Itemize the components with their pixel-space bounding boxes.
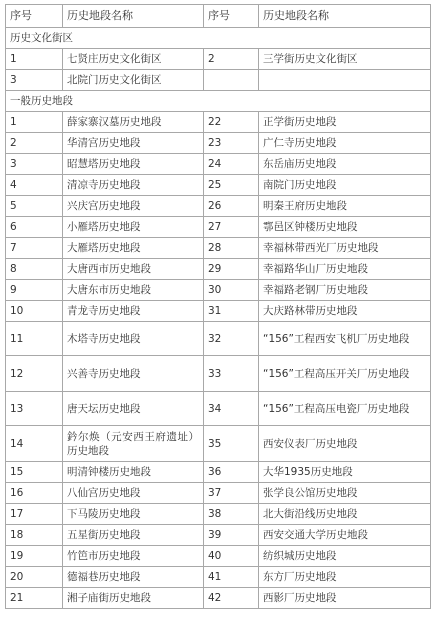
- row-index-right: 35: [204, 426, 259, 462]
- row-index-right: 23: [204, 133, 259, 154]
- header-name-left: 历史地段名称: [63, 5, 204, 28]
- row-name-right: 张学良公馆历史地段: [259, 483, 431, 504]
- row-name-right: 东方厂历史地段: [259, 567, 431, 588]
- row-name-right: 明秦王府历史地段: [259, 196, 431, 217]
- table-row: [6, 259, 431, 280]
- row-name-left: 薛家寨汉墓历史地段: [63, 112, 204, 133]
- row-index-left: 12: [6, 356, 63, 392]
- table-row: [6, 196, 431, 217]
- row-index-left: 13: [6, 392, 63, 426]
- row-index-right: [204, 70, 259, 91]
- row-index-right: 30: [204, 280, 259, 301]
- table-row: [6, 154, 431, 175]
- row-name-left: 清凉寺历史地段: [63, 175, 204, 196]
- row-name-left: 八仙宫历史地段: [63, 483, 204, 504]
- table-row: [6, 238, 431, 259]
- row-name-left: 北院门历史文化街区: [63, 70, 204, 91]
- row-name-right: “156”工程西安飞机厂历史地段: [259, 322, 431, 356]
- row-index-right: 38: [204, 504, 259, 525]
- row-index-left: 19: [6, 546, 63, 567]
- row-name-right: 幸福路华山厂历史地段: [259, 259, 431, 280]
- row-index-left: 20: [6, 567, 63, 588]
- row-name-left: 华清宫历史地段: [63, 133, 204, 154]
- row-name-right: 东岳庙历史地段: [259, 154, 431, 175]
- section-title: 历史文化街区: [6, 28, 431, 49]
- row-index-left: 17: [6, 504, 63, 525]
- header-index-left: 序号: [6, 5, 63, 28]
- row-name-right: 幸福林带西光厂历史地段: [259, 238, 431, 259]
- row-index-left: 21: [6, 588, 63, 609]
- row-index-right: 26: [204, 196, 259, 217]
- row-name-right: 北大街沿线历史地段: [259, 504, 431, 525]
- row-name-right: 西安交通大学历史地段: [259, 525, 431, 546]
- row-name-right: 大庆路林带历史地段: [259, 301, 431, 322]
- row-name-right: 鄠邑区钟楼历史地段: [259, 217, 431, 238]
- row-name-left: 五星街历史地段: [63, 525, 204, 546]
- table-row: [6, 426, 431, 462]
- row-index-left: 1: [6, 49, 63, 70]
- row-name-right: 正学街历史地段: [259, 112, 431, 133]
- row-index-right: 39: [204, 525, 259, 546]
- row-name-left: 大唐东市历史地段: [63, 280, 204, 301]
- row-index-left: 10: [6, 301, 63, 322]
- row-index-right: 2: [204, 49, 259, 70]
- table-row: [6, 392, 431, 426]
- row-index-left: 6: [6, 217, 63, 238]
- row-name-left: 昭慧塔历史地段: [63, 154, 204, 175]
- table-row: [6, 175, 431, 196]
- row-index-right: 25: [204, 175, 259, 196]
- row-name-right: “156”工程高压电瓷厂历史地段: [259, 392, 431, 426]
- row-index-left: 9: [6, 280, 63, 301]
- row-index-right: 42: [204, 588, 259, 609]
- row-index-left: 16: [6, 483, 63, 504]
- header-index-right: 序号: [204, 5, 259, 28]
- row-name-left: 唐天坛历史地段: [63, 392, 204, 426]
- section-row-cultural-blocks: [6, 28, 431, 49]
- row-name-left: 兴善寺历史地段: [63, 356, 204, 392]
- row-index-right: 34: [204, 392, 259, 426]
- row-index-right: 37: [204, 483, 259, 504]
- row-name-right: “156”工程高压开关厂历史地段: [259, 356, 431, 392]
- section-title: 一般历史地段: [6, 91, 431, 112]
- table-row: [6, 70, 431, 91]
- table-row: [6, 322, 431, 356]
- table-row: [6, 280, 431, 301]
- row-index-right: 29: [204, 259, 259, 280]
- row-name-left: 德福巷历史地段: [63, 567, 204, 588]
- row-index-left: 2: [6, 133, 63, 154]
- table-row: [6, 546, 431, 567]
- row-name-right: [259, 70, 431, 91]
- row-index-left: 18: [6, 525, 63, 546]
- row-name-left: 小雁塔历史地段: [63, 217, 204, 238]
- row-name-left: 青龙寺历史地段: [63, 301, 204, 322]
- table-row: [6, 356, 431, 392]
- header-name-right: 历史地段名称: [259, 5, 431, 28]
- table-row: [6, 483, 431, 504]
- table-row: [6, 301, 431, 322]
- row-name-left: 大雁塔历史地段: [63, 238, 204, 259]
- row-name-right: 南院门历史地段: [259, 175, 431, 196]
- table-row: [6, 567, 431, 588]
- row-index-left: 14: [6, 426, 63, 462]
- row-index-left: 3: [6, 70, 63, 91]
- row-index-left: 5: [6, 196, 63, 217]
- row-name-right: 三学街历史文化街区: [259, 49, 431, 70]
- row-name-left: 明清钟楼历史地段: [63, 462, 204, 483]
- row-index-left: 4: [6, 175, 63, 196]
- row-index-left: 1: [6, 112, 63, 133]
- row-index-right: 33: [204, 356, 259, 392]
- row-name-right: 西安仪表厂历史地段: [259, 426, 431, 462]
- header-row: [6, 5, 431, 28]
- table-row: [6, 504, 431, 525]
- row-index-left: 15: [6, 462, 63, 483]
- row-name-left: 下马陵历史地段: [63, 504, 204, 525]
- row-name-left: 七贤庄历史文化街区: [63, 49, 204, 70]
- row-index-right: 28: [204, 238, 259, 259]
- table-row: [6, 133, 431, 154]
- row-name-left: 竹笆市历史地段: [63, 546, 204, 567]
- row-index-left: 7: [6, 238, 63, 259]
- table-row: [6, 588, 431, 609]
- table-row: [6, 525, 431, 546]
- row-index-right: 36: [204, 462, 259, 483]
- row-name-right: 西影厂历史地段: [259, 588, 431, 609]
- table-row: [6, 112, 431, 133]
- row-name-left: 湘子庙街历史地段: [63, 588, 204, 609]
- row-index-right: 40: [204, 546, 259, 567]
- row-index-left: 3: [6, 154, 63, 175]
- row-name-right: 纺织城历史地段: [259, 546, 431, 567]
- row-index-right: 31: [204, 301, 259, 322]
- row-name-left: 木塔寺历史地段: [63, 322, 204, 356]
- row-name-left: 鈐尔焕（元安西王府遗址）历史地段: [63, 426, 204, 462]
- row-index-right: 24: [204, 154, 259, 175]
- table-body: [6, 5, 431, 609]
- row-index-right: 27: [204, 217, 259, 238]
- row-index-left: 11: [6, 322, 63, 356]
- row-index-right: 41: [204, 567, 259, 588]
- row-index-right: 32: [204, 322, 259, 356]
- row-index-left: 8: [6, 259, 63, 280]
- row-name-right: 广仁寺历史地段: [259, 133, 431, 154]
- table-row: [6, 49, 431, 70]
- historic-districts-table: [5, 4, 431, 609]
- table-row: [6, 217, 431, 238]
- row-index-right: 22: [204, 112, 259, 133]
- row-name-left: 大唐西市历史地段: [63, 259, 204, 280]
- row-name-right: 幸福路老钢厂历史地段: [259, 280, 431, 301]
- section-row-general-districts: [6, 91, 431, 112]
- row-name-right: 大华1935历史地段: [259, 462, 431, 483]
- table-row: [6, 462, 431, 483]
- row-name-left: 兴庆宫历史地段: [63, 196, 204, 217]
